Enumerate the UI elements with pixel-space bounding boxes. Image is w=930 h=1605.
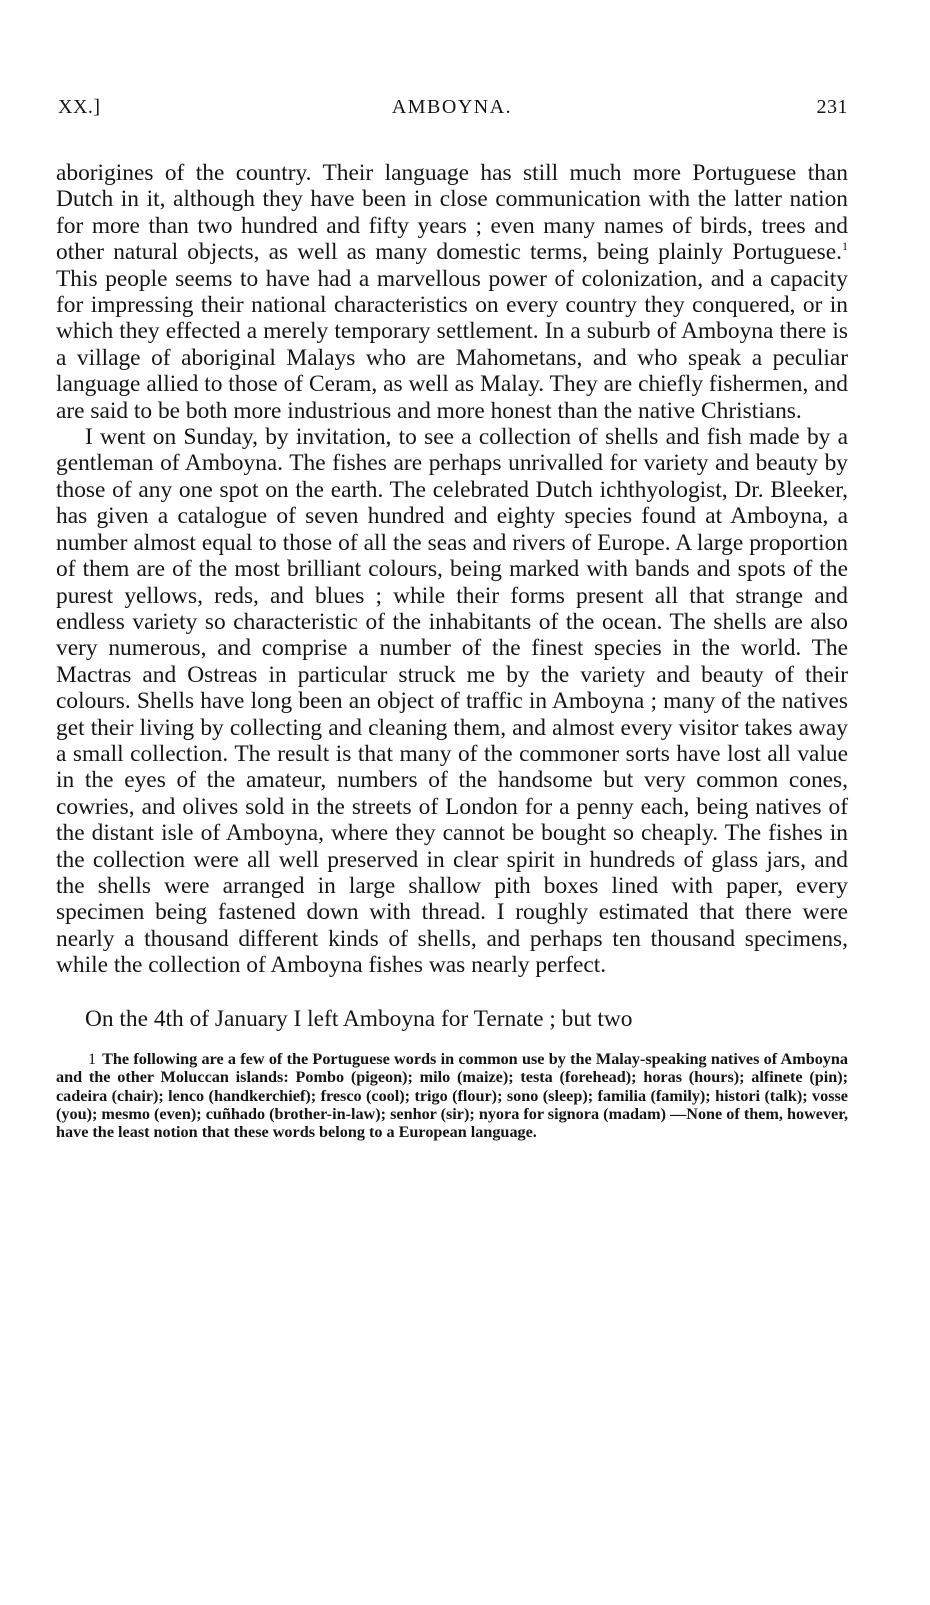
running-title: AMBOYNA. [391,96,513,118]
footnote-number: 1 [88,1050,97,1068]
footnote-reference: 1 [842,239,848,254]
paragraph-text-part: This people seems to have had a marvellous power of colonization, and a capacity for impressing their national characteristics on every country they conquered, or in which they effected a merely temporary settlement. In a suburb of Amboyna there is a village of aboriginal Malays who are Mahometans, and who speak a peculiar language allied to those of Ceram, as well as Malay. They are chiefly fishermen, and are said to be both more industrious and more honest than the native Christians. [56,265,848,424]
body-text [56,160,848,1032]
paragraph: On the 4th of January I left Amboyna for Ternate ; but two [85,1005,633,1032]
page-number: 231 [816,96,848,118]
paragraph: I went on Sunday, by invitation, to see a collection of shells and fish made by a gentleman of Amboyna. The fishes are perhaps unrivalled for variety and beauty by those of any one spot on the earth. The celebrated Dutch ichthyologist, Dr. Bleeker, has given a catalogue of seven hundred and eighty species found at Amboyna, a number almost equal to those of all the seas and rivers of Europe. A large proportion of them are of the most brilliant colours, being marked with bands and spots of the purest yellows, reds, and blues ; while their forms present all that strange and endless variety so characteristic of the inhabitants of the ocean. The shells are also very numerous, and comprise a number of the finest species in the world. The Mactras and Ostreas in particular struck me by the variety and beauty of their colours. Shells have long been an object of traffic in Amboyna ; many of the natives get their living by collecting and cleaning them, and almost every visitor takes away a small collection. The result is that many of the commoner sorts have lost all value in the eyes of the amateur, numbers of the handsome but very common cones, cowries, and olives sold in the streets of London for a penny each, being natives of the distant isle of Amboyna, where they cannot be bought so cheaply. The fishes in the collection were all well preserved in clear spirit in hundreds of glass jars, and the shells were arranged in large shallow pith boxes lined with paper, every specimen being fastened down with thread. I roughly estimated that there were nearly a thousand different kinds of shells, and perhaps ten thousand specimens, while the collection of Amboyna fishes was nearly perfect. [56,424,848,979]
running-head [56,96,848,130]
footnote-text: The following are a few of the Portuguese words in common use by the Malay-speaking natives of Amboyna and the other Moluccan islands: Pombo (pigeon); milo (maize); testa (forehead); horas (hours); alfinete (pin); cadeira (chair); lenco (handkerchief); fresco (cool); trigo (flour); sono (sleep); familia (family); histori (talk); vosse (you); mesmo (even); cuñhado (brother-in-law); senhor (sir); nyora for signora (madam) —None of them, however, have the least notion that these words belong to a European language. [56,1050,848,1142]
chapter-marker: XX.] [58,96,101,118]
paragraph-text-part: aborigines of the country. Their language has still much more Portuguese than Dutch in it, although they have been in close communication with the latter nation for more than two hundred and fifty years ; even many names of birds, trees and other natural objects, as well as many domestic terms, being plainly Portuguese. [56,160,848,266]
footnote [56,1050,848,1141]
book-page [56,96,848,1141]
paragraph-continued [56,160,848,424]
